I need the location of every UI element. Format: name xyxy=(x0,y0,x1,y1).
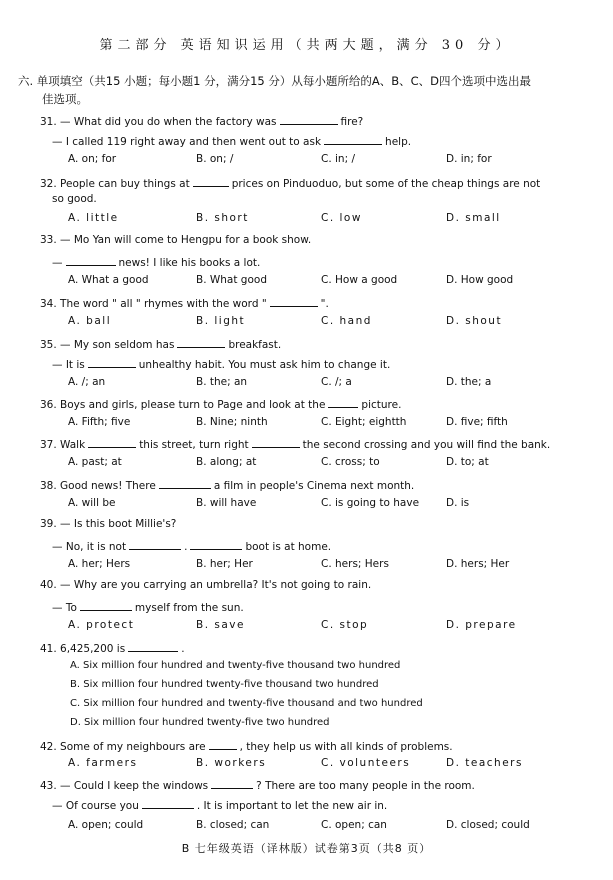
q39-text-d: boot is at home. xyxy=(245,541,332,553)
question-35-reply xyxy=(52,356,600,371)
question-40-reply xyxy=(52,599,600,614)
option-d: D. shout xyxy=(446,315,503,327)
answer-blank xyxy=(66,254,116,266)
answer-blank xyxy=(80,599,132,611)
q41-option-b: B. Six million four hundred twenty-five thousand two hundred xyxy=(70,679,379,690)
option-a: A. past; at xyxy=(68,456,122,468)
option-d: D. How good xyxy=(446,274,514,286)
question-32 xyxy=(40,175,600,190)
q40-text-b: — To xyxy=(52,602,77,614)
q31-text-b: fire? xyxy=(340,116,364,128)
option-a: A. on; for xyxy=(68,153,117,165)
option-c: C. open; can xyxy=(321,819,387,831)
q38-text-b: a film in people's Cinema next month. xyxy=(213,480,415,492)
option-c: C. hers; Hers xyxy=(321,558,389,570)
option-d: D. to; at xyxy=(446,456,489,468)
question-39 xyxy=(40,518,600,530)
q37-text-a: 37. Walk xyxy=(40,439,86,451)
question-37 xyxy=(40,436,600,451)
q32-text-b: prices on Pinduoduo, but some of the cheap things are not xyxy=(231,178,541,190)
answer-blank xyxy=(142,797,194,809)
option-c: C. /; a xyxy=(321,376,352,388)
question-42 xyxy=(40,738,600,753)
answer-blank xyxy=(328,396,358,408)
answer-blank xyxy=(88,436,136,448)
q37-options xyxy=(68,456,608,472)
q39-text-a: 39. — Is this boot Millie's? xyxy=(40,518,177,530)
question-35 xyxy=(40,336,600,351)
q35-text-d: unhealthy habit. You must ask him to change it. xyxy=(138,359,391,371)
answer-blank xyxy=(252,436,300,448)
q40-text-c: myself from the sun. xyxy=(134,602,244,614)
answer-blank xyxy=(159,477,211,489)
q34-text-b: ". xyxy=(320,298,329,310)
q43-text-a: 43. — Could I keep the windows xyxy=(40,780,209,792)
q41-option-d: D. Six million four hundred twenty-five two hundred xyxy=(70,717,330,728)
option-a: A. /; an xyxy=(68,376,106,388)
q36-text-b: picture. xyxy=(361,399,402,411)
q31-text-a: 31. — What did you do when the factory was xyxy=(40,116,277,128)
q31-text-c: — I called 119 right away and then went out to ask xyxy=(52,136,322,148)
option-b: B. short xyxy=(196,212,249,224)
section-instruction-line1: 六. 单项填空（共15 小题；每小题1 分，满分15 分）从每小题所给的A、B、C、D四个选项中选出最 xyxy=(18,74,531,88)
question-38 xyxy=(40,477,600,492)
question-33-reply xyxy=(52,254,600,269)
question-43 xyxy=(40,777,600,792)
option-c: C. volunteers xyxy=(321,757,411,769)
answer-blank xyxy=(129,538,181,550)
q36-options xyxy=(68,416,608,432)
q37-text-c: the second crossing and you will find the bank. xyxy=(302,439,551,451)
q41-option-c: C. Six million four hundred and twenty-five thousand and two hundred xyxy=(70,698,423,709)
q41-text-b: . xyxy=(181,643,185,655)
q33-options xyxy=(68,274,608,290)
option-a: A. her; Hers xyxy=(68,558,131,570)
q39-text-c: . xyxy=(184,541,188,553)
option-b: B. save xyxy=(196,619,245,631)
question-39-reply xyxy=(52,538,600,553)
option-a: A. open; could xyxy=(68,819,144,831)
option-b: B. What good xyxy=(196,274,267,286)
q43-text-c: — Of course you xyxy=(52,800,139,812)
option-a: A. ball xyxy=(68,315,112,327)
q31-text-d: help. xyxy=(385,136,412,148)
option-d: D. teachers xyxy=(446,757,523,769)
q39-text-b: — No, it is not xyxy=(52,541,127,553)
q38-options xyxy=(68,497,608,513)
option-d: D. hers; Her xyxy=(446,558,510,570)
option-d: D. in; for xyxy=(446,153,492,165)
question-43-reply xyxy=(52,797,600,812)
q42-options xyxy=(68,757,608,773)
option-c: C. in; / xyxy=(321,153,355,165)
option-a: A. little xyxy=(68,212,119,224)
section-heading xyxy=(18,72,603,108)
q40-options xyxy=(68,619,608,635)
q42-text-a: 42. Some of my neighbours are xyxy=(40,741,206,753)
q34-text-a: 34. The word " all " rhymes with the word " xyxy=(40,298,267,310)
option-a: A. What a good xyxy=(68,274,149,286)
q41-text-a: 41. 6,425,200 is xyxy=(40,643,126,655)
q33-text-b: — xyxy=(52,257,63,269)
answer-blank xyxy=(177,336,225,348)
option-c: C. is going to have xyxy=(321,497,420,509)
answer-blank xyxy=(280,113,338,125)
answer-blank xyxy=(209,738,237,750)
option-d: D. small xyxy=(446,212,501,224)
part-title: 第二部分 英语知识运用（共两大题，满分 30 分） xyxy=(99,38,514,53)
q39-options xyxy=(68,558,608,574)
q35-options xyxy=(68,376,608,392)
option-c: C. How a good xyxy=(321,274,398,286)
option-c: C. hand xyxy=(321,315,372,327)
option-c: C. Eight; eightth xyxy=(321,416,407,428)
q34-options xyxy=(68,315,608,331)
q42-text-b: , they help us with all kinds of problems. xyxy=(239,741,453,753)
question-40 xyxy=(40,579,600,591)
q35-text-a: 35. — My son seldom has xyxy=(40,339,175,351)
option-b: B. her; Her xyxy=(196,558,253,570)
option-b: B. along; at xyxy=(196,456,257,468)
option-b: B. closed; can xyxy=(196,819,270,831)
question-34 xyxy=(40,295,600,310)
answer-blank xyxy=(88,356,136,368)
q40-text-a: 40. — Why are you carrying an umbrella? It's not going to rain. xyxy=(40,579,372,591)
q35-text-c: — It is xyxy=(52,359,85,371)
q32-text-c: so good. xyxy=(52,193,97,205)
q35-text-b: breakfast. xyxy=(228,339,282,351)
q31-options xyxy=(68,153,608,169)
answer-blank xyxy=(211,777,253,789)
option-d: D. is xyxy=(446,497,470,509)
option-b: B. workers xyxy=(196,757,267,769)
page-footer: B 七年级英语（译林版）试卷第3页（共8 页） xyxy=(181,842,432,855)
option-b: B. on; / xyxy=(196,153,234,165)
option-d: D. the; a xyxy=(446,376,492,388)
q43-options xyxy=(68,819,608,835)
question-31 xyxy=(40,113,600,128)
option-d: D. five; fifth xyxy=(446,416,508,428)
option-a: A. farmers xyxy=(68,757,138,769)
section-instruction-line2: 佳选项。 xyxy=(42,92,88,106)
answer-blank xyxy=(193,175,229,187)
answer-blank xyxy=(270,295,318,307)
option-b: B. the; an xyxy=(196,376,248,388)
question-31-reply xyxy=(52,133,600,148)
q41-option-a: A. Six million four hundred and twenty-five thousand two hundred xyxy=(70,660,401,671)
option-a: A. Fifth; five xyxy=(68,416,131,428)
option-b: B. light xyxy=(196,315,246,327)
question-33 xyxy=(40,234,600,246)
option-c: C. cross; to xyxy=(321,456,380,468)
q43-text-d: . It is important to let the new air in. xyxy=(196,800,388,812)
option-b: B. Nine; ninth xyxy=(196,416,268,428)
q33-text-c: news! I like his books a lot. xyxy=(118,257,261,269)
q32-options xyxy=(68,212,608,228)
q32-text-a: 32. People can buy things at xyxy=(40,178,190,190)
option-b: B. will have xyxy=(196,497,257,509)
answer-blank xyxy=(324,133,382,145)
option-a: A. protect xyxy=(68,619,135,631)
answer-blank xyxy=(128,640,178,652)
answer-blank xyxy=(190,538,242,550)
q36-text-a: 36. Boys and girls, please turn to Page and look at the xyxy=(40,399,326,411)
q43-text-b: ? There are too many people in the room. xyxy=(256,780,475,792)
option-c: C. low xyxy=(321,212,362,224)
q38-text-a: 38. Good news! There xyxy=(40,480,156,492)
option-d: D. closed; could xyxy=(446,819,530,831)
question-36 xyxy=(40,396,600,411)
q37-text-b: this street, turn right xyxy=(139,439,249,451)
option-d: D. prepare xyxy=(446,619,517,631)
option-c: C. stop xyxy=(321,619,369,631)
question-41 xyxy=(40,640,600,655)
question-32-cont xyxy=(52,193,600,205)
option-a: A. will be xyxy=(68,497,116,509)
q33-text-a: 33. — Mo Yan will come to Hengpu for a book show. xyxy=(40,234,312,246)
